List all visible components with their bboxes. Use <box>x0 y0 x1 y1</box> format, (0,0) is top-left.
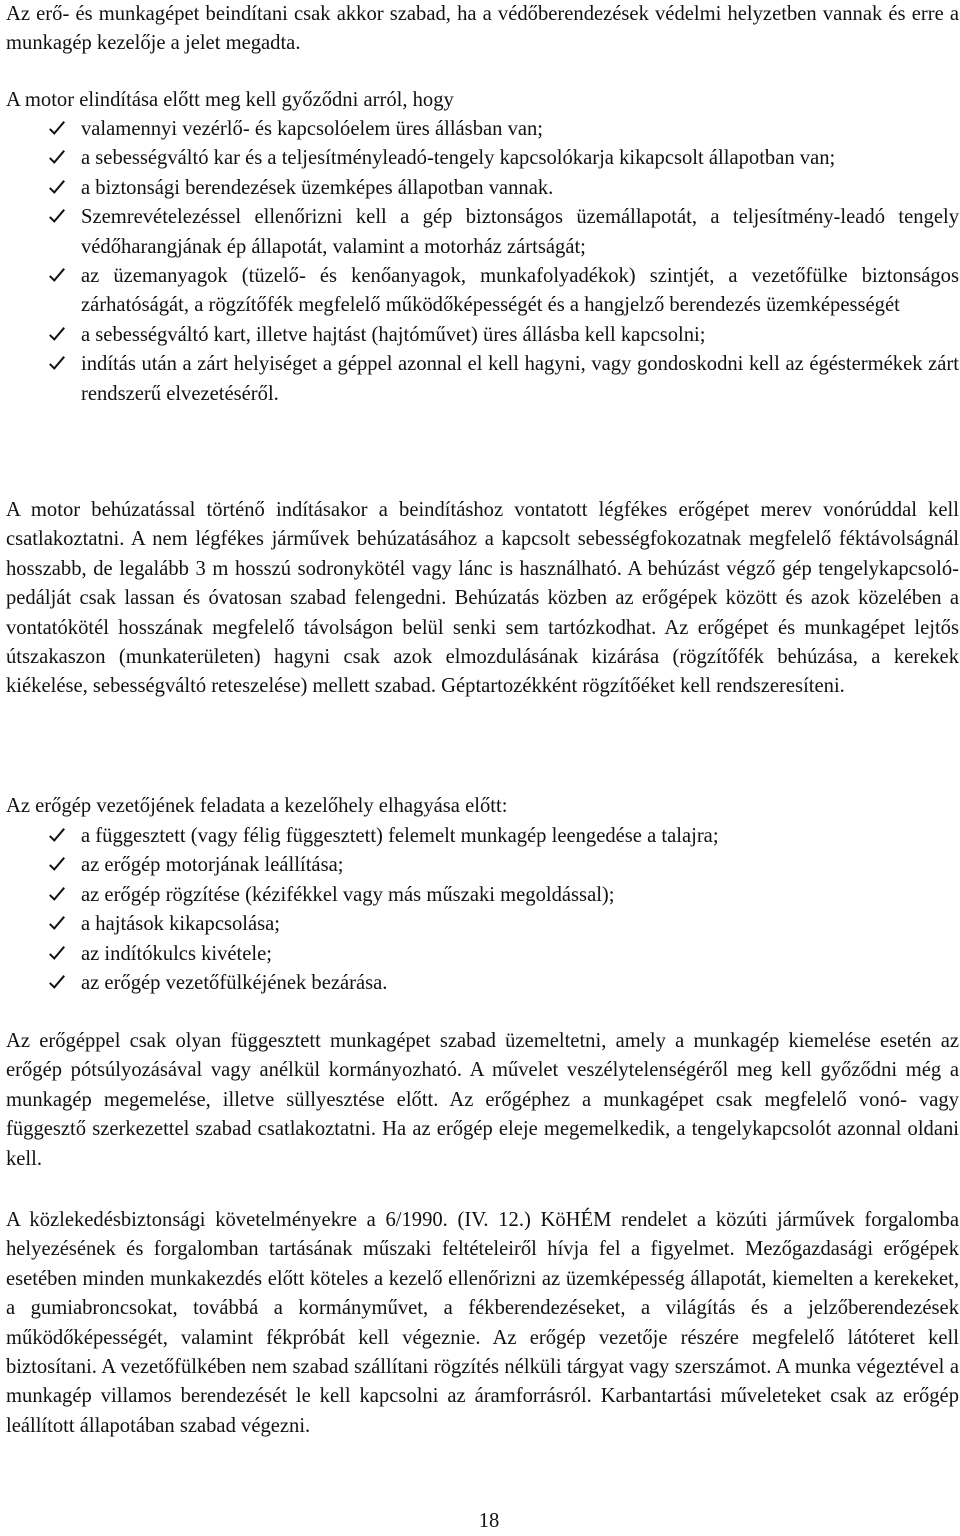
checkmark-icon <box>48 851 68 880</box>
startup-checklist <box>6 115 959 409</box>
list-item: az erőgép motorjának leállítása; <box>6 851 959 880</box>
checkmark-icon <box>48 969 68 998</box>
intro-paragraph: Az erő- és munkagépet beindítani csak akkor szabad, ha a védőberendezések védelmi helyzetben vannak és erre a munkagép kezelője a jelet megadta. <box>6 3 959 55</box>
checkmark-icon <box>48 262 68 291</box>
section2-lead: Az erőgép vezetőjének feladata a kezelőhely elhagyása előtt: <box>6 795 508 817</box>
list-item: a sebességváltó kart, illetve hajtást (hajtóművet) üres állásba kell kapcsolni; <box>6 321 959 350</box>
towing-paragraph: A motor behúzatással történő indításakor a beindításhoz vontatott légfékes erőgépet merev vonórúddal kell csatlakoztatni. A nem légfékes járművek behúzatásához a kapcsolt sebességfokozatnak megfelelő féktávolságnál hosszabb, de legalább 3 m hosszú sodronykötél vagy lánc is használható. A behúzást végző gép tengelykapcsoló-pedálját csak lassan és óvatosan szabad felengedni. Behúzatás közben az erőgépek között és azok közelében a vontatókötél hosszának megfelelő távolságon belül senki sem tartózkodhat. Az erőgépet és munkagépet lejtős útszakaszon (munkaterületen) hagyni csak azok elmozdulásának kizárása (rögzítőfék behúzása, a kerekek kiékelése, sebességváltó reteszelése) mellett szabad. Géptartozékként rögzítőéket kell rendszeresíteni. <box>6 499 959 698</box>
section1-lead: A motor elindítása előtt meg kell győződni arról, hogy <box>6 89 454 111</box>
list-item: a hajtások kikapcsolása; <box>6 910 959 939</box>
checkmark-icon <box>48 115 68 144</box>
list-item: az indítókulcs kivétele; <box>6 940 959 969</box>
list-item: a sebességváltó kar és a teljesítményleadó-tengely kapcsolókarja kikapcsolt állapotban van; <box>6 144 959 173</box>
list-item: az üzemanyagok (tüzelő- és kenőanyagok, munkafolyadékok) szintjét, a vezetőfülke biztonságos zárhatóságát, a rögzítőfék megfelelő működőképességét és a hangjelző berendezés üzemképességét <box>6 262 959 321</box>
list-item: a biztonsági berendezések üzemképes állapotban vannak. <box>6 174 959 203</box>
list-item: a függesztett (vagy félig függesztett) felemelt munkagép leengedése a talajra; <box>6 822 959 851</box>
list-item: Szemrevételezéssel ellenőrizni kell a gép biztonságos üzemállapotát, a teljesítmény-leadó tengely védőharangjának ép állapotát, valamint a motorház zártságát; <box>6 203 959 262</box>
checkmark-icon <box>48 321 68 350</box>
checkmark-icon <box>48 940 68 969</box>
leaving-checklist <box>6 822 959 998</box>
checkmark-icon <box>48 174 68 203</box>
list-item: valamennyi vezérlő- és kapcsolóelem üres állásban van; <box>6 115 959 144</box>
checkmark-icon <box>48 822 68 851</box>
checkmark-icon <box>48 203 68 232</box>
suspended-implement-paragraph: Az erőgéppel csak olyan függesztett munkagépet szabad üzemeltetni, amely a munkagép kiemelése esetén az erőgép pótsúlyozásával vagy anélkül kormányozható. A művelet veszélytelenségéről meg kell győződni még a munkagép megemelése, illetve süllyesztése előtt. Az erőgéphez a munkagépet csak megfelelő vonó- vagy függesztő szerkezettel szabad csatlakoztatni. Ha az erőgép eleje megemelkedik, a tengelykapcsolót azonnal oldani kell. <box>6 1030 959 1170</box>
checkmark-icon <box>48 910 68 939</box>
list-item: indítás után a zárt helyiséget a géppel azonnal el kell hagyni, vagy gondoskodni kell az égéstermékek zárt rendszerű elvezetéséről. <box>6 350 959 409</box>
checkmark-icon <box>48 350 68 379</box>
page-number: 18 <box>478 1510 500 1532</box>
checkmark-icon <box>48 881 68 910</box>
checkmark-icon <box>48 144 68 173</box>
traffic-safety-paragraph: A közlekedésbiztonsági követelményekre a 6/1990. (IV. 12.) KöHÉM rendelet a közúti járművek forgalomba helyezésének és forgalomban tartásának műszaki feltételeiről hívja fel a figyelmet. Mezőgazdasági erőgépek esetében minden munkakezdés előtt köteles a kezelő ellenőrizni az üzemképesség állapotát, kiemelten a kerekeket, a gumiabroncsokat, továbbá a kormányművet, a fékberendezéseket, a világítás és a jelzőberendezések működőképességét, valamint fékpróbát kell végeznie. Az erőgép vezetője részére megfelelő látóteret kell biztosítani. A vezetőfülkében nem szabad szállítani rögzítés nélküli tárgyat vagy szerszámot. A munka végeztével a munkagép villamos berendezését le kell kapcsolni az áramforrásról. Karbantartási műveleteket csak az erőgép leállított állapotában szabad végezni. <box>6 1209 959 1437</box>
list-item: az erőgép rögzítése (kézifékkel vagy más műszaki megoldással); <box>6 881 959 910</box>
list-item: az erőgép vezetőfülkéjének bezárása. <box>6 969 959 998</box>
